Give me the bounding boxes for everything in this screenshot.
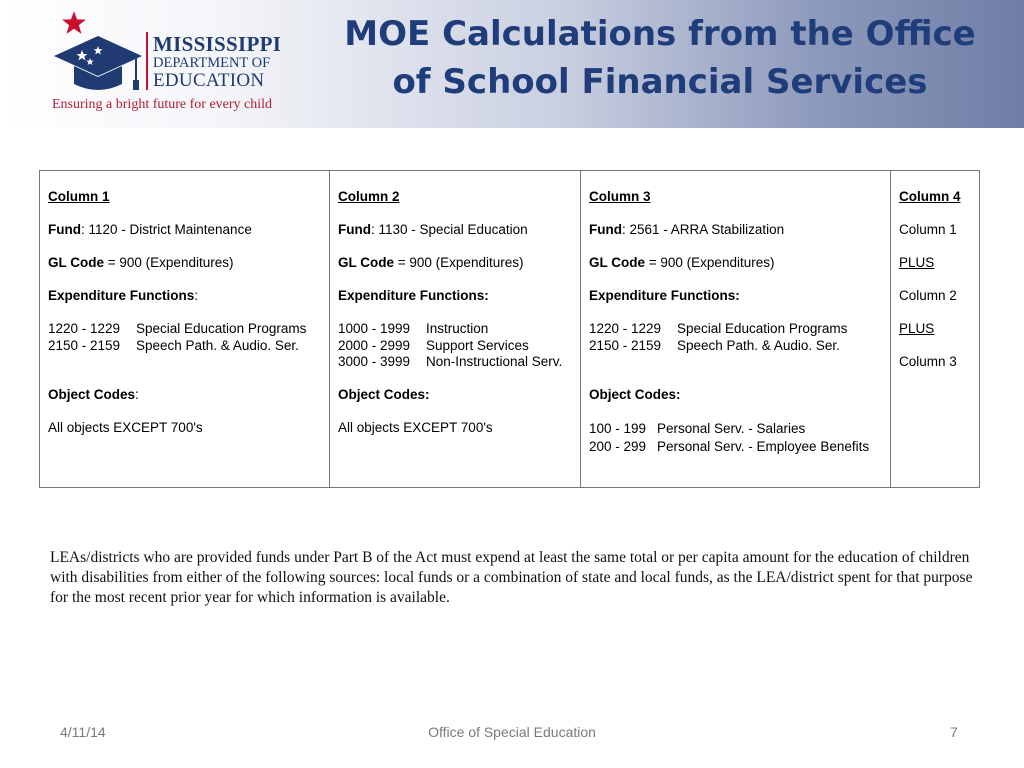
- logo-text-department: DEPARTMENT OF: [153, 55, 271, 71]
- footer-office: Office of Special Education: [428, 724, 596, 740]
- footer-date: 4/11/14: [60, 724, 106, 740]
- table-column-3: [581, 171, 891, 487]
- fund-line: [589, 222, 784, 237]
- object-code-row: [589, 439, 869, 454]
- object-codes-value: All objects EXCEPT 700's: [48, 420, 203, 435]
- gl-code-value: = 900 (Expenditures): [104, 255, 234, 270]
- sum-line: Column 2: [899, 288, 957, 303]
- slide-title: [300, 10, 1020, 106]
- mde-logo: [50, 10, 290, 120]
- function-desc: Non-Instructional Serv.: [426, 354, 563, 369]
- function-desc: Speech Path. & Audio. Ser.: [677, 338, 840, 353]
- fund-label: Fund: [338, 222, 371, 237]
- object-codes-value: All objects EXCEPT 700's: [338, 420, 493, 435]
- gl-code-label: GL Code: [338, 255, 395, 270]
- sum-line: Column 1: [899, 222, 957, 237]
- graduation-cap-icon: [52, 26, 144, 102]
- function-row: [338, 354, 562, 369]
- fund-label: Fund: [589, 222, 622, 237]
- fund-value: : 2561 - ARRA Stabilization: [622, 222, 785, 237]
- fund-value: : 1120 - District Maintenance: [81, 222, 252, 237]
- plus-operator: PLUS: [899, 321, 935, 336]
- object-code-row: [589, 421, 805, 436]
- fund-label: Fund: [48, 222, 81, 237]
- column-header: Column 2: [338, 189, 400, 204]
- sum-line: Column 3: [899, 354, 957, 369]
- function-desc: Special Education Programs: [677, 321, 848, 336]
- function-code: 2150 - 2159: [589, 338, 662, 353]
- functions-heading: [48, 288, 198, 303]
- object-code: 200 - 299: [589, 439, 647, 454]
- function-desc: Special Education Programs: [136, 321, 307, 336]
- object-desc: Personal Serv. - Employee Benefits: [657, 439, 870, 454]
- object-codes-colon: :: [135, 387, 139, 402]
- function-code: 1220 - 1229: [48, 321, 121, 336]
- table-column-4: [891, 171, 979, 487]
- gl-code-line: [48, 255, 233, 270]
- function-row: [338, 338, 529, 353]
- functions-colon: :: [194, 288, 199, 303]
- function-row: [338, 321, 488, 336]
- functions-label: Expenditure Functions:: [589, 288, 740, 303]
- header-banner: [0, 0, 1024, 128]
- function-desc: Support Services: [426, 338, 529, 353]
- logo-text-education: EDUCATION: [153, 70, 265, 91]
- function-desc: Instruction: [426, 321, 489, 336]
- logo-tagline: Ensuring a bright future for every child: [52, 97, 273, 112]
- plus-operator: PLUS: [899, 255, 935, 270]
- gl-code-value: = 900 (Expenditures): [645, 255, 775, 270]
- moe-columns-table: [39, 170, 980, 488]
- object-codes-label: Object Codes:: [589, 387, 681, 402]
- logo-text-mississippi: MISSISSIPPI: [153, 32, 282, 56]
- function-code: 1220 - 1229: [589, 321, 662, 336]
- fund-line: [48, 222, 252, 237]
- gl-code-label: GL Code: [589, 255, 646, 270]
- functions-label: Expenditure Functions:: [338, 288, 489, 303]
- function-code: 2000 - 2999: [338, 338, 411, 353]
- gl-code-line: [589, 255, 774, 270]
- table-column-1: [40, 171, 330, 487]
- object-codes-label: Object Codes: [48, 387, 136, 402]
- function-row: [48, 321, 306, 336]
- slide-title-line-2: of School Financial Services: [392, 62, 928, 102]
- column-header: Column 3: [589, 189, 651, 204]
- object-codes-label: Object Codes:: [338, 387, 430, 402]
- functions-label: Expenditure Functions: [48, 288, 195, 303]
- object-desc: Personal Serv. - Salaries: [657, 421, 806, 436]
- slide-title-line-1: MOE Calculations from the Office: [344, 14, 976, 54]
- function-code: 3000 - 3999: [338, 354, 411, 369]
- gl-code-line: [338, 255, 523, 270]
- table-column-2: [330, 171, 581, 487]
- logo-divider: [146, 32, 148, 90]
- moe-requirement-paragraph: LEAs/districts who are provided funds under Part B of the Act must expend at least the same total or per capita amount for the education of children with disabilities from either of the following sources: local funds or a combination of state and local funds, as the LEA/district spent for that purpose for the most recent prior year for which information is available.: [50, 549, 973, 606]
- object-codes-heading: [48, 387, 139, 402]
- fund-line: [338, 222, 528, 237]
- column-header: Column 4: [899, 189, 961, 204]
- object-code: 100 - 199: [589, 421, 647, 436]
- function-code: 2150 - 2159: [48, 338, 121, 353]
- function-row: [48, 338, 299, 353]
- function-row: [589, 321, 847, 336]
- gl-code-value: = 900 (Expenditures): [394, 255, 524, 270]
- function-desc: Speech Path. & Audio. Ser.: [136, 338, 299, 353]
- footer-page-number: 7: [950, 724, 958, 740]
- column-header: Column 1: [48, 189, 110, 204]
- function-code: 1000 - 1999: [338, 321, 411, 336]
- fund-value: : 1130 - Special Education: [371, 222, 528, 237]
- function-row: [589, 338, 840, 353]
- gl-code-label: GL Code: [48, 255, 105, 270]
